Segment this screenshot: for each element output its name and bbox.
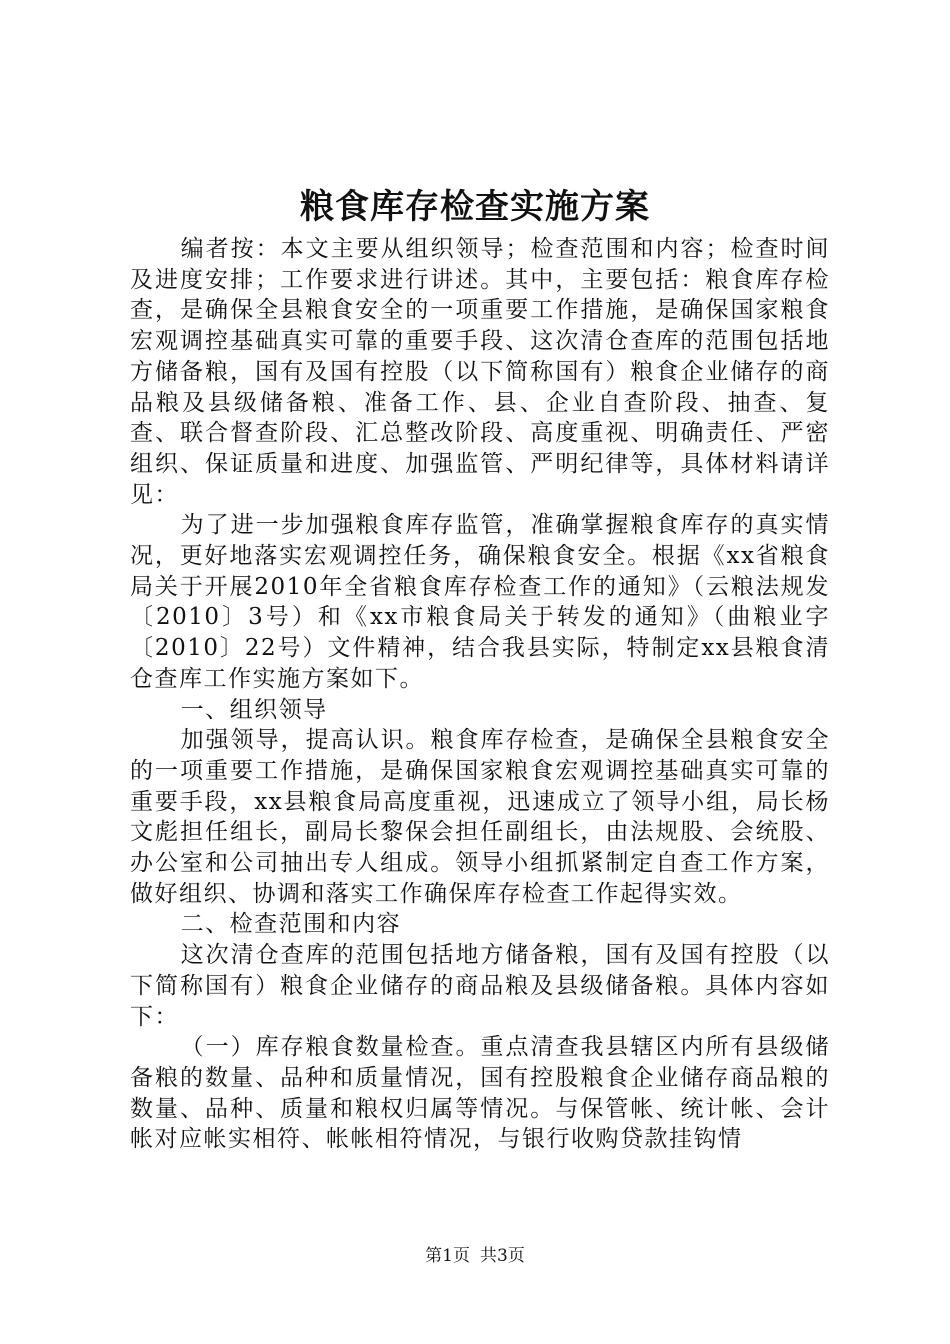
intro-paragraph: 为了进一步加强粮食库存监管，准确掌握粮食库存的真实情况，更好地落实宏观调控任务，确保粮食安全。根据《xx省粮食局关于开展2010年全省粮食库存检查工作的通知》（云粮法规发〔2010〕3号）和《xx市粮食局关于转发的通知》（曲粮业字〔2010〕22号）文件精神，结合我县实际，特制定xx县粮食清仓查库工作实施方案如下。 [130, 512, 830, 692]
document-title: 粮食库存检查实施方案 [300, 187, 650, 227]
page-number: 第1页 [425, 1246, 470, 1266]
inventory-check-paragraph: （一）库存粮食数量检查。重点清查我县辖区内所有县级储备粮的数量、品种和质量情况，国有控股粮食企业储存商品粮的数量、品种、质量和粮权归属等情况。与保管帐、统计帐、会计帐对应帐实相符、帐帐相符情况，与银行收购贷款挂钩情 [130, 1034, 830, 1153]
page-footer [0, 1244, 950, 1268]
page-total: 共3页 [480, 1246, 525, 1266]
scope-paragraph: 这次清仓查库的范围包括地方储备粮，国有及国有控股（以下简称国有）粮食企业储存的商品粮及县级储备粮。具体内容如下： [130, 942, 830, 1030]
section-heading-scope: 二、检查范围和内容 [180, 911, 402, 938]
document-body [130, 234, 830, 1155]
organization-paragraph: 加强领导，提高认识。粮食库存检查，是确保全县粮食安全的一项重要工作措施，是确保国家粮食宏观调控基础真实可靠的重要手段，xx县粮食局高度重视，迅速成立了领导小组，局长杨文彪担任组长，副局长黎保会担任副组长，由法规股、会统股、办公室和公司抽出专人组成。领导小组抓紧制定自查工作方案，做好组织、协调和落实工作确保库存检查工作起得实效。 [130, 727, 830, 907]
section-heading-organization: 一、组织领导 [180, 696, 328, 723]
editor-note-paragraph: 编者按：本文主要从组织领导；检查范围和内容；检查时间及进度安排；工作要求进行讲述。其中，主要包括：粮食库存检查，是确保全县粮食安全的一项重要工作措施，是确保国家粮食宏观调控基础真实可靠的重要手段、这次清仓查库的范围包括地方储备粮，国有及国有控股（以下简称国有）粮食企业储存的商品粮及县级储备粮、准备工作、县、企业自查阶段、抽查、复查、联合督查阶段、汇总整改阶段、高度重视、明确责任、严密组织、保证质量和进度、加强监管、严明纪律等，具体材料请详见： [130, 236, 830, 508]
